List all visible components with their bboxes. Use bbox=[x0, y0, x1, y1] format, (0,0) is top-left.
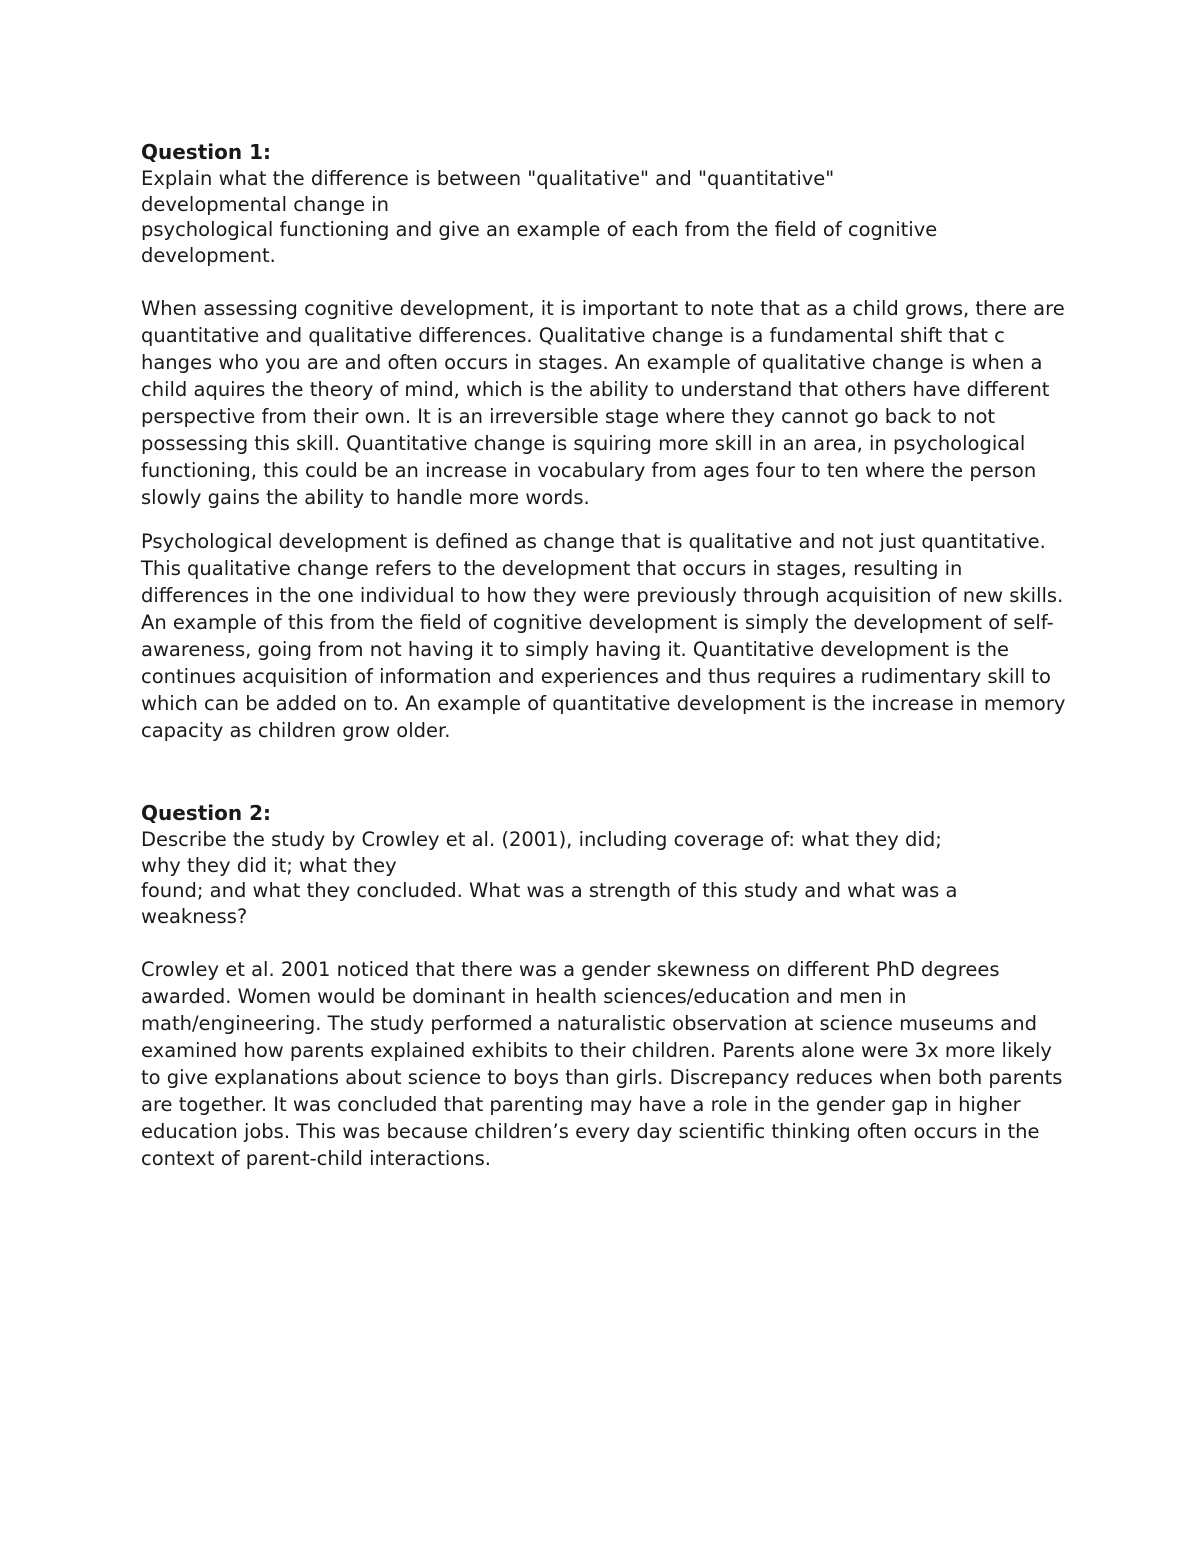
question-2-answer-paragraph: Crowley et al. 2001 noticed that there was a gender skewness on different PhD degrees awarded. Women would be dominant in health sciences/education and men in math/engineering. The study performed a naturalistic observation at science museums and examined how parents explained exhibits to their children. Parents alone were 3x more likely to give explanations about science to boys than girls. Discrepancy reduces when both parents are together. It was concluded that parenting may have a role in the gender gap in higher education jobs. This was because children’s every day scientific thinking often occurs in the context of parent-child interactions. bbox=[141, 958, 1063, 1170]
document-page bbox=[141, 139, 1071, 1172]
question-1-prompt-line: psychological functioning and give an example of each from the field of cognitive bbox=[141, 218, 938, 241]
question-1-answer-paragraph: When assessing cognitive development, it is important to note that as a child grows, there are quantitative and qualitative differences. Qualitative change is a fundamental shift that c hanges who you are and often occurs in stages. An example of qualitative change is when a child aquires the theory of mind, which is the ability to understand that others have different perspective from their own. It is an irreversible stage where they cannot go back to not possessing this skill. Quantitative change is squiring more skill in an area, in psychological functioning, this could be an increase in vocabulary from ages four to ten where the person slowly gains the ability to handle more words. bbox=[141, 297, 1065, 509]
question-1-prompt-line: developmental change in bbox=[141, 192, 389, 216]
question-2-prompt-line: weakness? bbox=[141, 904, 248, 928]
question-1-prompt-line: development. bbox=[141, 243, 276, 267]
question-1-prompt-line: Explain what the difference is between "qualitative" and "quantitative" bbox=[141, 167, 835, 190]
question-2-section bbox=[141, 800, 1071, 1172]
question-1-heading: Question 1: bbox=[141, 140, 271, 164]
question-1-answer-paragraph: Psychological development is defined as change that is qualitative and not just quantitative. This qualitative change refers to the development that occurs in stages, resulting in differences in the one individual to how they were previously through acquisition of new skills. An example of this from the field of cognitive development is simply the development of self-awareness, going from not having it to simply having it. Quantitative development is the continues acquisition of information and experiences and thus requires a rudimentary skill to which can be added on to. An example of quantitative development is the increase in memory capacity as children grow older. bbox=[141, 530, 1066, 742]
question-1-section bbox=[141, 139, 1071, 744]
question-2-heading: Question 2: bbox=[141, 801, 271, 825]
question-2-prompt-line: why they did it; what they bbox=[141, 853, 397, 877]
question-2-prompt-line: found; and what they concluded. What was a strength of this study and what was a bbox=[141, 879, 958, 902]
question-2-prompt-line: Describe the study by Crowley et al. (2001), including coverage of: what they did; bbox=[141, 828, 942, 851]
